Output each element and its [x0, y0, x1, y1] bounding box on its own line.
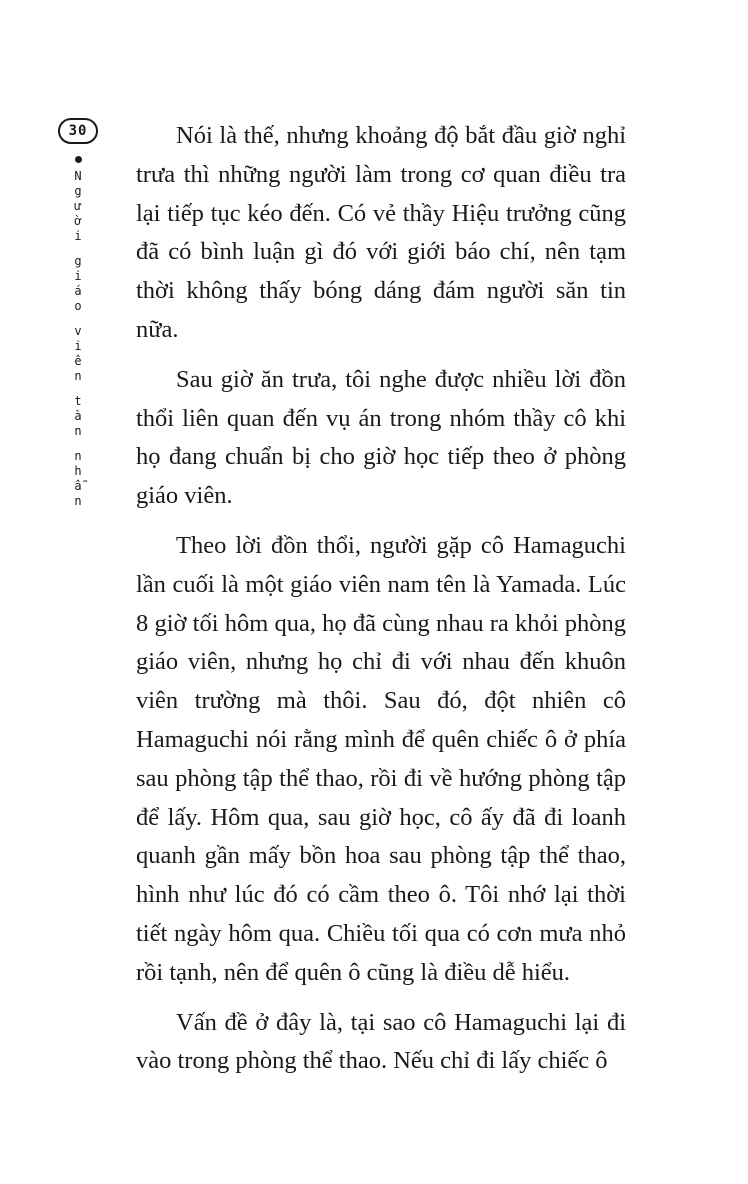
- title-word: [74, 324, 81, 384]
- bullet-dot: [75, 156, 82, 163]
- title-char: ê: [74, 354, 82, 368]
- title-char: n: [74, 369, 82, 383]
- title-word: [74, 449, 81, 509]
- vertical-book-title: [74, 169, 81, 509]
- title-char: g: [74, 184, 82, 198]
- title-char: o: [74, 299, 82, 313]
- page-number: 30: [58, 118, 98, 144]
- title-char: n: [74, 494, 82, 508]
- title-word: [74, 394, 81, 439]
- title-char: v: [74, 324, 82, 338]
- title-char: t: [74, 394, 82, 408]
- paragraph: Vấn đề ở đây là, tại sao cô Hamaguchi lại đi vào trong phòng thể thao. Nếu chỉ đi lấy chiếc ô: [136, 1008, 626, 1075]
- title-char: ư: [74, 199, 82, 213]
- paragraph: Nói là thế, nhưng khoảng độ bắt đầu giờ nghỉ trưa thì những người làm trong cơ quan điều tra lại tiếp tục kéo đến. Có vẻ thầy Hiệu trưởng cũng đã có bình luận gì đó với giới báo chí, nên tạm thời không thấy bóng dáng đám người săn tin nữa.: [136, 122, 626, 343]
- title-char: i: [74, 339, 82, 353]
- title-char: i: [74, 269, 82, 283]
- title-char: g: [74, 254, 82, 268]
- title-char: à: [74, 409, 82, 423]
- title-char: h: [74, 464, 82, 478]
- paragraph: Theo lời đồn thổi, người gặp cô Hamaguchi lần cuối là một giáo viên nam tên là Yamada. Lúc 8 giờ tối hôm qua, họ đã cùng nhau ra khỏi phòng giáo viên, nhưng họ chỉ đi với nhau đến khuôn viên trường mà thôi. Sau đó, đột nhiên cô Hamaguchi nói rằng mình để quên chiếc ô ở phía sau phòng tập thể thao, rồi đi về hướng phòng tập để lấy. Hôm qua, sau giờ học, cô ấy đã đi loanh quanh gần mấy bồn hoa sau phòng tập thể thao, hình như lúc đó có cầm theo ô. Tôi nhớ lại thời tiết ngày hôm qua. Chiều tối qua có cơn mưa nhỏ rồi tạnh, nên để quên ô cũng là điều dễ hiểu.: [136, 531, 626, 986]
- title-char: n: [74, 424, 82, 438]
- title-char: i: [74, 229, 82, 243]
- title-char: á: [74, 284, 82, 298]
- body-text: [136, 117, 626, 1092]
- title-char: n: [74, 449, 82, 463]
- title-char: ờ: [74, 214, 82, 228]
- side-header: [50, 118, 106, 509]
- paragraph: Sau giờ ăn trưa, tôi nghe được nhiều lời đồn thổi liên quan đến vụ án trong nhóm thầy cô khi họ đang chuẩn bị cho giờ học tiếp theo ở phòng giáo viên.: [136, 365, 626, 510]
- title-char: N: [74, 169, 82, 183]
- title-word: [74, 254, 81, 314]
- title-char: ẫ: [74, 479, 82, 493]
- title-word: [74, 169, 81, 244]
